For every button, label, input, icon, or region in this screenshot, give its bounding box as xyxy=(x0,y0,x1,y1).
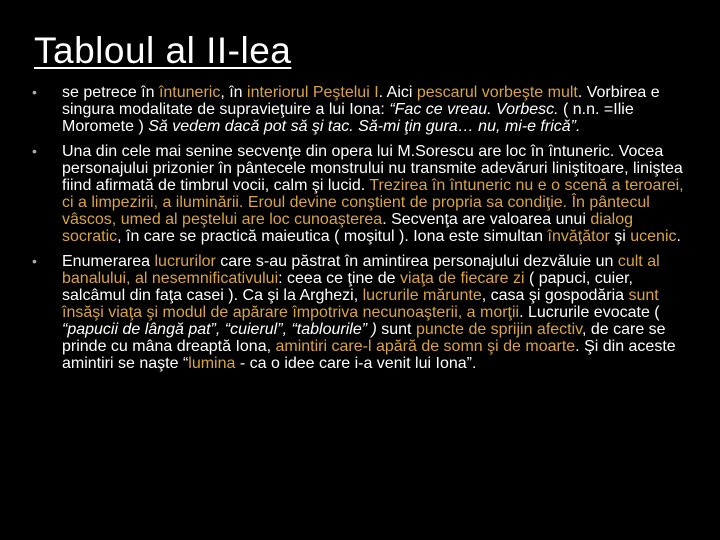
bullet-text: care s-au păstrat în amintirea personajului dezvăluie un xyxy=(215,253,618,270)
highlighted-text: lucrurilor xyxy=(154,253,216,270)
highlighted-text: lucrurile mărunte xyxy=(362,287,482,304)
highlighted-text: ucenic xyxy=(630,228,677,245)
bullet-item xyxy=(28,253,688,372)
highlighted-text: dialog socratic xyxy=(62,211,634,245)
highlighted-text: Trezirea în întuneric nu e o scenă a teroarei, ci a limpezirii, a iluminării. Eroul devine conştient de propria sa condiţie. În pântecul vâscos, umed al peştelui are loc cunoaşterea xyxy=(62,177,684,228)
bullet-text: . Vorbirea e singura modalitate de supravieţuire a lui Iona: xyxy=(62,84,660,118)
bullet-text: Una din cele mai senine secvenţe din opera lui M.Sorescu are loc în întuneric. Vocea personajului prizonier în pântecele monstrului nu transmite adevăruri liniştitoare, liniştea fiind afirmată de timbrul vocii, calm şi lucid. xyxy=(62,143,683,194)
bullet-dot-icon: • xyxy=(32,253,37,269)
bullet-list xyxy=(28,84,688,380)
bullet-text: : ceea ce ţine de xyxy=(278,270,400,287)
bullet-text: . Şi din aceste amintiri se naşte “ xyxy=(62,338,676,372)
bullet-dot-icon: • xyxy=(32,84,37,100)
bullet-text: Enumerarea xyxy=(62,253,155,270)
bullet-text: . Lucrurile evocate ( xyxy=(519,304,660,321)
highlighted-text: întuneric xyxy=(158,84,221,101)
bullet-text: , în care se practică maieutica ( moşitul ). Iona este simultan xyxy=(117,228,548,245)
quoted-text: “papucii de lângă pat”, “cuierul”, “tablourile” ) xyxy=(62,321,377,338)
highlighted-text: cult al banalului, al nesemnificativului xyxy=(62,253,660,287)
bullet-text: ( n.n. =Ilie Moromete ) xyxy=(62,101,634,135)
highlighted-text: interiorul Peştelui I xyxy=(247,84,379,101)
bullet-text: . Secvenţa are valoarea unui xyxy=(382,211,591,228)
bullet-text: - ca o idee care i-a venit lui Iona”. xyxy=(235,355,477,372)
highlighted-text: viaţa de fiecare zi xyxy=(399,270,525,287)
bullet-text: . Aici xyxy=(378,84,417,101)
bullet-text: sunt xyxy=(376,321,416,338)
highlighted-text: sunt însăşi viaţa şi modul de apărare împotriva necunoaşterii, a morţii xyxy=(62,287,659,321)
bullet-dot-icon: • xyxy=(32,143,37,159)
bullet-text: se petrece în xyxy=(62,84,159,101)
bullet-text: . xyxy=(676,228,681,245)
highlighted-text: puncte de sprijin afectiv xyxy=(415,321,582,338)
bullet-item xyxy=(28,84,688,135)
quoted-text: “Fac ce vreau. Vorbesc. xyxy=(389,101,559,118)
bullet-text: , de care se prinde cu mâna dreaptă Iona, xyxy=(62,321,666,355)
bullet-text: şi xyxy=(609,228,631,245)
slide-title: Tabloul al II-lea xyxy=(34,30,292,71)
highlighted-text: pescarul vorbeşte mult xyxy=(416,84,578,101)
bullet-item xyxy=(28,143,688,245)
bullet-text: , în xyxy=(220,84,248,101)
highlighted-text: amintiri care-l apără de somn şi de moarte xyxy=(275,338,576,355)
highlighted-text: lumina xyxy=(188,355,236,372)
bullet-text: , casa şi gospodăria xyxy=(481,287,629,304)
bullet-text: ( papuci, cuier, salcâmul din faţa casei ). Ca şi la Arghezi, xyxy=(62,270,633,304)
quoted-text: Să vedem dacă pot să şi tac. Să-mi ţin gura… nu, mi-e frică”. xyxy=(148,118,581,135)
highlighted-text: învăţător xyxy=(547,228,610,245)
